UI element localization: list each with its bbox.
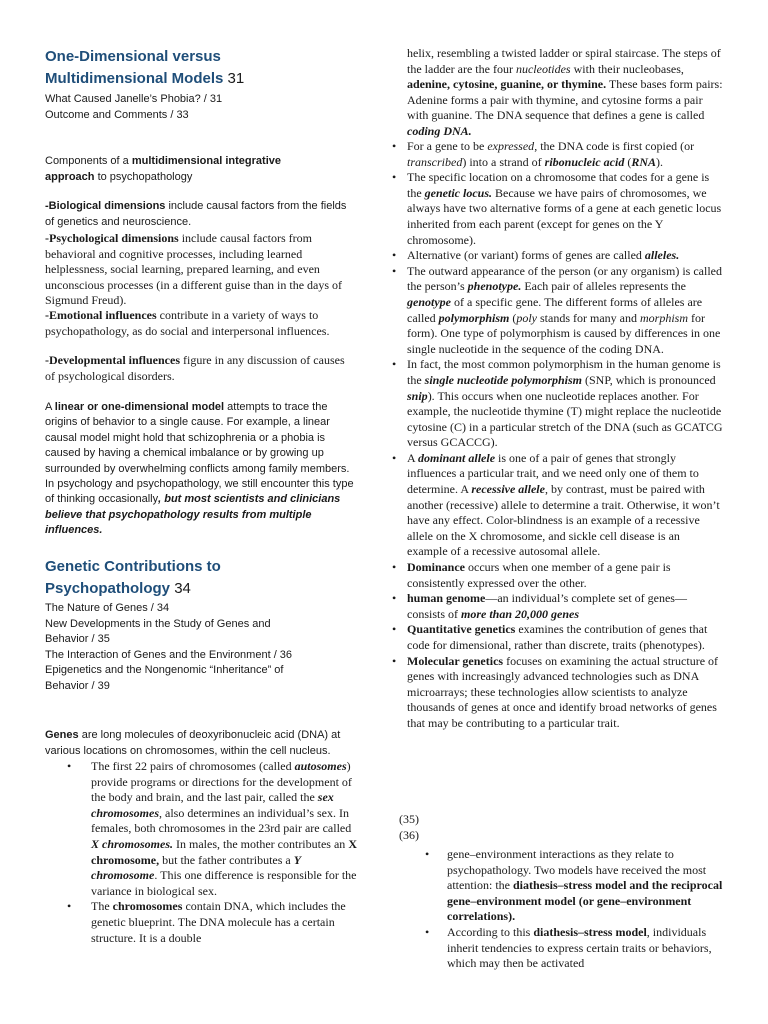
bullet-icon: •: [392, 653, 397, 668]
toc-list-genetic: [45, 601, 295, 694]
page-reference: (35): [399, 812, 419, 826]
list-item: • In fact, the most common polymorphism in the human genome is the single nucleotide polymorphism (SNP, which is pronounced snip). This occurs when one nucleotide replaces another. For example, the nucleotide thymine (T) might replace the nucleotide cytosine (C) in a particular stretch of the DNA (such as GCATCG versus GCACCG).: [392, 357, 723, 450]
section-page: 34: [174, 580, 191, 597]
toc-item: The Nature of Genes / 34: [45, 602, 170, 614]
toc-item: New Developments in the Study of Genes and Behavior / 35: [45, 617, 271, 645]
list-item: • Quantitative genetics examines the contribution of genes that code for dimensional, rather than discrete, traits (phenotypes).: [392, 622, 708, 652]
list-item: • Alternative (or variant) forms of genes are called alleles.: [392, 248, 680, 263]
bullet-icon: •: [67, 899, 72, 914]
gene-environment-bullets: [425, 847, 723, 972]
list-item: • The chromosomes contain DNA, which includes the genetic blueprint. The DNA molecule has a certain structure. It is a double: [67, 899, 346, 945]
list-item: • Molecular genetics focuses on examining the actual structure of genes with increasingly advanced technologies such as DNA microarrays; these technologies allow scientists to analyze thousands of genes at once and identify broad networks of genes that may be contributing to a particular trait.: [392, 653, 719, 730]
list-item: • The first 22 pairs of chromosomes (called autosomes) provide programs or directions for the development of the body and brain, and the last pair, called the sex chromosomes, also determines an individual’s sex. In females, both chromosomes in the 23rd pair are called X chromosomes. In males, the mother contributes an X chromosome, but the father contributes a Y chromosome. This one difference is responsible for the variance in biological sex.: [67, 759, 357, 898]
toc-item: Epigenetics and the Nongenomic “Inheritance” of Behavior / 39: [45, 664, 284, 692]
bullet-icon: •: [392, 263, 397, 278]
bullet-icon: •: [67, 759, 72, 773]
linear-model-paragraph: A linear or one-dimensional model attempts to trace the origins of behavior to a single cause. For example, a linear causal model might hold that schizophrenia or a phobia is caused by having a chemical imbalance or by growing up surrounded by overwhelming conflicts among family members. In psychology and psychopathology, we still encounter this type of thinking occasionally, but most scientists and clinicians believe that psychopathology results from multiple influences.: [45, 401, 354, 537]
list-item: • According to this diathesis–stress model, individuals inherit tendencies to express certain traits or behaviors, which may then be activated: [425, 924, 712, 971]
toc-item: Outcome and Comments / 33: [45, 108, 189, 121]
section-title: One-Dimensional versus Multidimensional Models: [45, 48, 224, 87]
components-paragraph: Components of a multidimensional integrative approach to psychopathology: [45, 155, 281, 183]
bullet-icon: •: [425, 847, 430, 861]
gene-bullets: [392, 139, 723, 732]
list-item: • A dominant allele is one of a pair of genes that strongly influences a particular trait, and we need only one of them to determine. A recessive allele, by contrast, must be paired with another (recessive) allele to determine a trait. Otherwise, it won’t have any effect. Color-blindness is an example of a recessive allele on the X chromosome, and sickle cell disease is an example of a recessive autosomal allele.: [392, 450, 720, 559]
toc-list-models: [45, 92, 357, 123]
bullet-icon: •: [392, 170, 397, 185]
bullet-icon: •: [392, 450, 397, 465]
emotional-influences: -Emotional influences contribute in a variety of ways to psychopathology, as do social and interpersonal influences.: [45, 308, 330, 338]
developmental-influences: -Developmental influences figure in any discussion of causes of psychological disorders.: [45, 353, 345, 383]
biological-dimensions: -Biological dimensions include causal factors from the fields of genetics and neuroscience.: [45, 200, 347, 228]
section-page: 31: [227, 70, 245, 87]
bullet-icon: •: [392, 357, 397, 372]
bullet-icon: •: [425, 924, 430, 939]
list-item: • The specific location on a chromosome that codes for a gene is the genetic locus. Because we have pairs of chromosomes, we always have two alternative forms of a gene at each genetic locus inherited from each parent (except for genes on the Y chromosome).: [392, 170, 722, 247]
chromosome-bullets: [67, 759, 357, 946]
bullet-icon: •: [392, 248, 397, 263]
section-title: Genetic Contributions to Psychopathology: [45, 558, 221, 597]
list-item: • The outward appearance of the person (or any organism) is called the person’s phenotype. Each pair of alleles represents the genotype of a specific gene. The different forms of alleles are called polymorphism (poly stands for many and morphism for form). One type of polymorphism is caused by differences in one single nucleotide in the sequence of the coding DNA.: [392, 263, 722, 356]
list-item: • human genome—an individual’s complete set of genes—consists of more than 20,000 genes: [392, 591, 687, 621]
dna-paragraph: helix, resembling a twisted ladder or spiral staircase. The steps of the ladder are the four nucleotides with their nucleobases, adenine, cytosine, guanine, or thymine. These bases form pairs: Adenine forms a pair with thymine, and cytosine forms a pair with guanine. The DNA sequence that defines a gene is called coding DNA.: [407, 46, 723, 138]
bullet-icon: •: [392, 622, 397, 637]
bullet-icon: •: [392, 139, 397, 153]
psychological-dimensions: -Psychological dimensions include causal factors from behavioral and cognitive processes, including learned helplessness, social learning, prepared learning, and even unconscious processes (in a different guise than in the days of Sigmund Freud).: [45, 231, 343, 308]
bullet-icon: •: [392, 591, 397, 606]
list-item: • For a gene to be expressed, the DNA code is first copied (or transcribed) into a strand of ribonucleic acid (RNA).: [392, 139, 695, 169]
toc-item: What Caused Janelle’s Phobia? / 31: [45, 93, 223, 105]
section-heading-genetic: [45, 556, 357, 600]
genes-paragraph: Genes are long molecules of deoxyribonucleic acid (DNA) at various locations on chromosomes, within the cell nucleus.: [45, 729, 341, 757]
section-heading-models: [45, 46, 357, 90]
toc-item: The Interaction of Genes and the Environment / 36: [45, 648, 293, 661]
bullet-icon: •: [392, 560, 397, 575]
list-item: • Dominance occurs when one member of a gene pair is consistently expressed over the other.: [392, 560, 671, 590]
list-item: • gene–environment interactions as they relate to psychopathology. Two models have received the most attention: the diathesis–stress model and the reciprocal gene–environment model (or gene–environment correlations).: [425, 847, 723, 924]
page-reference: (36): [399, 828, 419, 842]
